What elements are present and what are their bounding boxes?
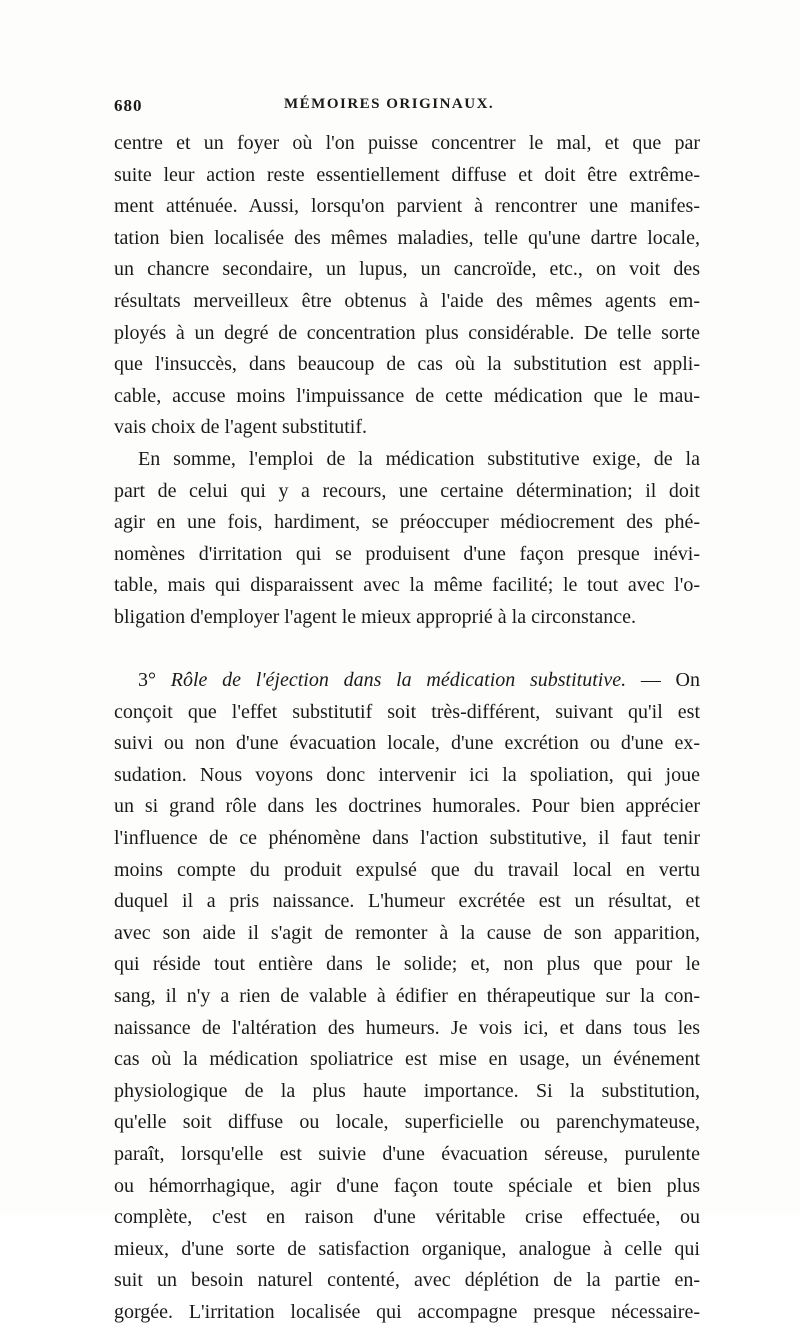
text-line: l'influence de ce phénomène dans l'action substitutive, il faut tenir bbox=[114, 827, 700, 850]
text-line: conçoit que l'effet substitutif soit très-différent, suivant qu'il est bbox=[114, 700, 700, 723]
text-line: qu'elle soit diffuse ou locale, superficielle ou parenchymateuse, bbox=[114, 1111, 700, 1134]
text-line: suit un besoin naturel contenté, avec déplétion de la partie en- bbox=[114, 1269, 700, 1292]
paragraph-spacer bbox=[114, 634, 700, 666]
running-head: MÉMOIRES ORIGINAUX. bbox=[284, 96, 495, 112]
page-number: 680 bbox=[114, 96, 143, 115]
text-line: En somme, l'emploi de la médication substitutive exige, de la bbox=[138, 447, 700, 470]
section-title: Rôle de l'éjection dans la médication substitutive. bbox=[170, 669, 627, 692]
text-line: part de celui qui y a recours, une certaine détermination; il doit bbox=[114, 479, 700, 502]
text-line: que l'insuccès, dans beaucoup de cas où la substitution est appli- bbox=[114, 353, 700, 376]
text-line: nomènes d'irritation qui se produisent d'une façon presque inévi- bbox=[114, 542, 700, 565]
text-line: sudation. Nous voyons donc intervenir ici la spoliation, qui joue bbox=[114, 763, 700, 786]
text-line: suivi ou non d'une évacuation locale, d'une excrétion ou d'une ex- bbox=[114, 732, 700, 755]
text-line: ment atténuée. Aussi, lorsqu'on parvient à rencontrer une manifes- bbox=[114, 195, 700, 218]
text-line: cas où la médication spoliatrice est mise en usage, un événement bbox=[114, 1048, 700, 1071]
text-line: mieux, d'une sorte de satisfaction organique, analogue à celle qui bbox=[114, 1237, 700, 1260]
text-line: ployés à un degré de concentration plus considérable. De telle sorte bbox=[114, 321, 700, 344]
text-line: un si grand rôle dans les doctrines humorales. Pour bien apprécier bbox=[114, 795, 700, 818]
text-line: vais choix de l'agent substitutif. bbox=[114, 416, 368, 439]
text-line: paraît, lorsqu'elle est suivie d'une évacuation séreuse, purulente bbox=[114, 1143, 700, 1165]
text-line: suite leur action reste essentiellement diffuse et doit être extrême- bbox=[114, 163, 700, 186]
text-line: duquel il a pris naissance. L'humeur excrétée est un résultat, et bbox=[114, 890, 700, 913]
paragraph-1 bbox=[114, 128, 700, 444]
section-number: 3° bbox=[138, 669, 156, 692]
body-text bbox=[114, 128, 700, 1329]
paragraph-3 bbox=[114, 665, 700, 1328]
text-line: un chancre secondaire, un lupus, un cancroïde, etc., on voit des bbox=[114, 258, 700, 281]
text-line: cable, accuse moins l'impuissance de cette médication que le mau- bbox=[114, 384, 700, 407]
text-line: avec son aide il s'agit de remonter à la cause de son apparition, bbox=[114, 921, 700, 944]
text-line: résultats merveilleux être obtenus à l'aide des mêmes agents em- bbox=[114, 289, 700, 312]
text-line: agir en une fois, hardiment, se préoccuper médiocrement des phé- bbox=[114, 511, 700, 534]
text-line: physiologique de la plus haute importance. Si la substitution, bbox=[114, 1079, 700, 1102]
text-line: moins compte du produit expulsé que du travail local en vertu bbox=[114, 858, 700, 881]
text-line: tation bien localisée des mêmes maladies, telle qu'une dartre locale, bbox=[114, 226, 700, 249]
page-header bbox=[114, 96, 700, 126]
section-heading-dash: — On bbox=[626, 669, 700, 692]
text-line: table, mais qui disparaissent avec la même facilité; le tout avec l'o- bbox=[114, 574, 700, 597]
text-line: centre et un foyer où l'on puisse concentrer le mal, et que par bbox=[114, 132, 700, 154]
paragraph-2 bbox=[114, 444, 700, 634]
text-line: naissance de l'altération des humeurs. Je vois ici, et dans tous les bbox=[114, 1016, 700, 1039]
text-line: ou hémorrhagique, agir d'une façon toute spéciale et bien plus bbox=[114, 1174, 700, 1197]
text-line: gorgée. L'irritation localisée qui accompagne presque nécessaire- bbox=[114, 1300, 700, 1323]
section-heading bbox=[114, 665, 700, 697]
text-line: complète, c'est en raison d'une véritable crise effectuée, ou bbox=[114, 1206, 700, 1229]
text-line: bligation d'employer l'agent le mieux approprié à la circonstance. bbox=[114, 605, 637, 628]
text-line: qui réside tout entière dans le solide; et, non plus que pour le bbox=[114, 953, 700, 976]
text-line: sang, il n'y a rien de valable à édifier en thérapeutique sur la con- bbox=[114, 985, 700, 1008]
